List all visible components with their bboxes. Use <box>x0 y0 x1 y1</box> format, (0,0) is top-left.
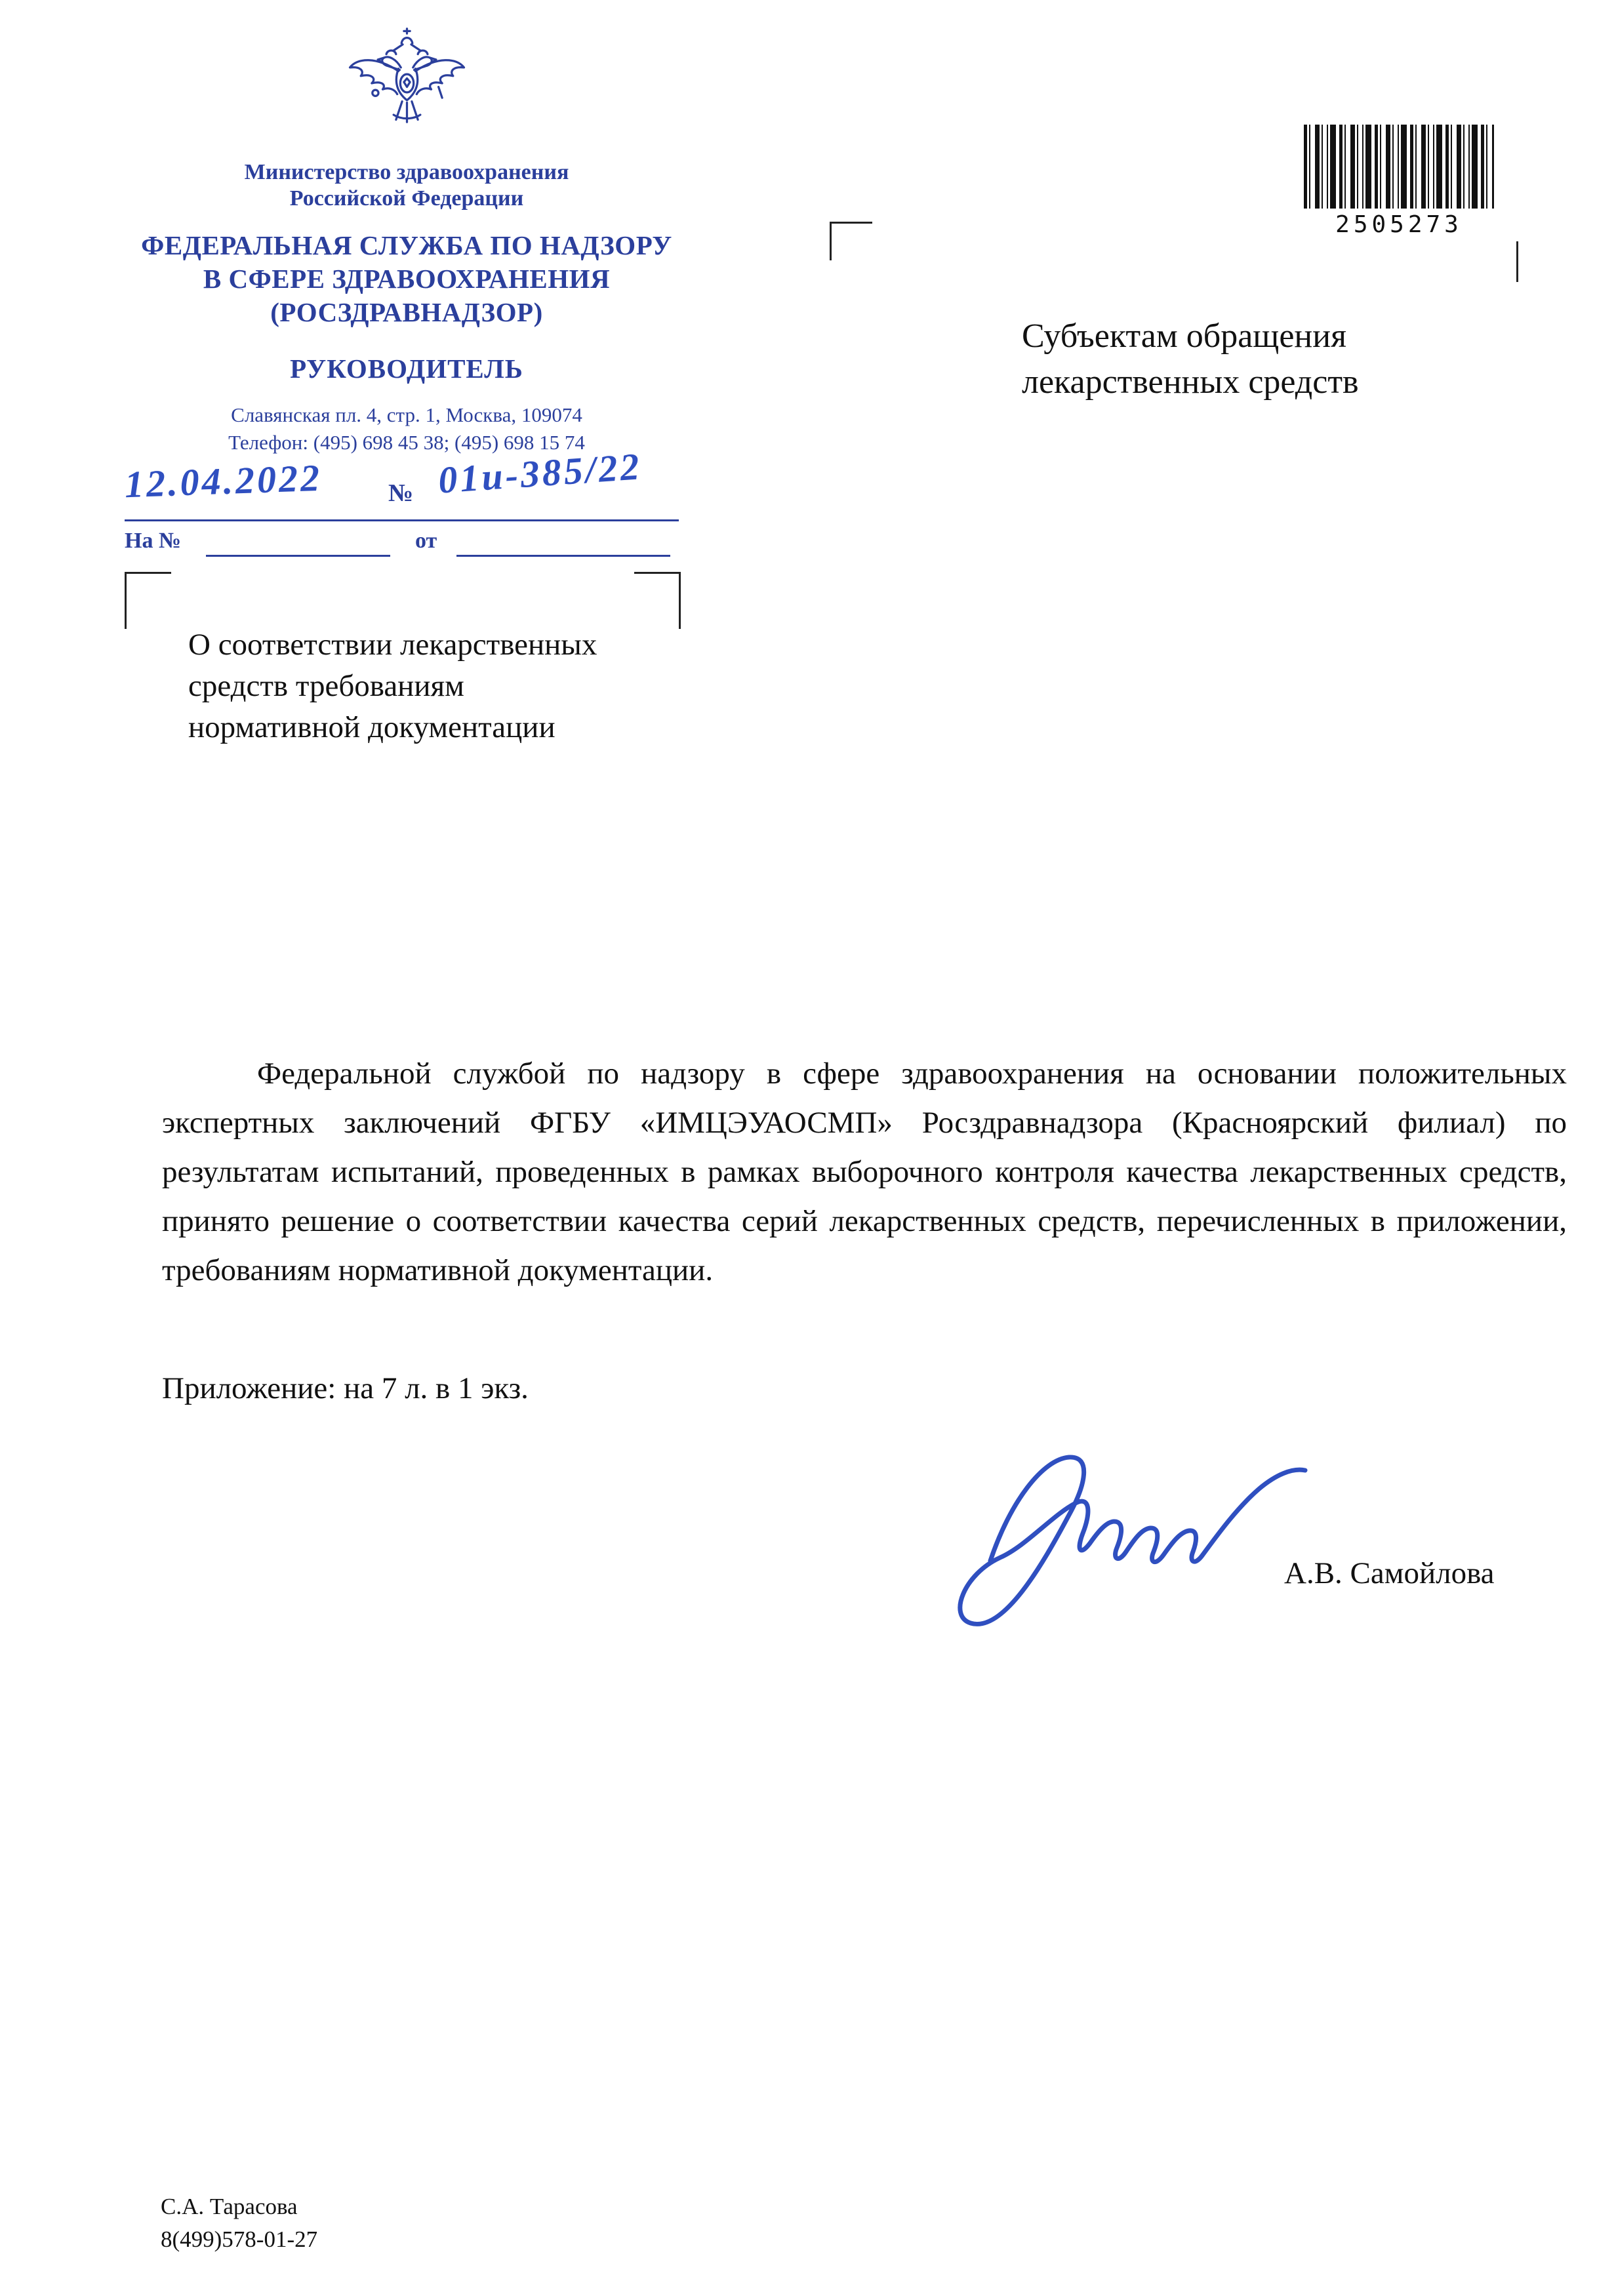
subject-line3: нормативной документации <box>188 710 556 744</box>
subject-block <box>188 624 597 748</box>
reply-date-underline <box>456 555 670 557</box>
reply-from-label: от <box>415 529 437 553</box>
body-text <box>162 1049 1567 1295</box>
executor-phone: 8(499)578-01-27 <box>161 2226 318 2252</box>
signer-name: А.В. Самойлова <box>1284 1556 1495 1590</box>
number-sign: № <box>388 479 414 507</box>
reply-number-underline <box>206 555 390 557</box>
crop-mark-field-right <box>634 572 681 629</box>
handwritten-number: 01и-385/22 <box>437 445 643 502</box>
recipient-line2: лекарственных средств <box>1022 363 1359 401</box>
crop-mark-recipient-corner <box>830 222 872 260</box>
office-phone: Телефон: (495) 698 45 38; (495) 698 15 74 <box>228 431 585 454</box>
letterhead <box>85 26 728 456</box>
reference-underline <box>125 519 679 521</box>
executor-block <box>161 2190 317 2256</box>
recipient-block <box>1022 313 1359 405</box>
service-name-line1: ФЕДЕРАЛЬНАЯ СЛУЖБА ПО НАДЗОРУ <box>141 230 672 260</box>
ministry-name-line2: Российской Федерации <box>289 186 524 211</box>
barcode-number: 2505273 <box>1335 211 1463 238</box>
body-paragraph: Федеральной службой по надзору в сфере здравоохранения на основании положительных экспертных заключений ФГБУ «ИМЦЭУАОСМП» Росздравнадзора (Красноярский филиал) по результатам испытаний, проведенных в рамках выборочного контроля качества лекарственных средств, принято решение о соответствии качества серий лекарственных средств, перечисленных в приложении, требованиям нормативной документации. <box>162 1057 1567 1287</box>
barcode <box>1304 125 1494 209</box>
executor-name: С.А. Тарасова <box>161 2194 298 2219</box>
handwritten-date: 12.04.2022 <box>123 456 323 506</box>
recipient-line1: Субъектам обращения <box>1022 317 1346 355</box>
ministry-name-line1: Министерство здравоохранения <box>244 160 569 184</box>
service-name-line2: В СФЕРЕ ЗДРАВООХРАНЕНИЯ <box>203 264 611 294</box>
reply-to-label: На № <box>125 529 182 553</box>
crop-mark-field-left <box>125 572 171 629</box>
service-name-line3: (РОСЗДРАВНАДЗОР) <box>270 297 543 327</box>
state-emblem-icon <box>340 26 474 148</box>
handwritten-signature <box>928 1423 1328 1640</box>
role-title: РУКОВОДИТЕЛЬ <box>290 353 523 384</box>
subject-line2: средств требованиям <box>188 669 464 703</box>
office-address: Славянская пл. 4, стр. 1, Москва, 109074 <box>231 403 582 426</box>
subject-line1: О соответствии лекарственных <box>188 628 597 662</box>
attachment-line: Приложение: на 7 л. в 1 экз. <box>162 1371 529 1405</box>
crop-mark-right-tick <box>1516 241 1518 282</box>
